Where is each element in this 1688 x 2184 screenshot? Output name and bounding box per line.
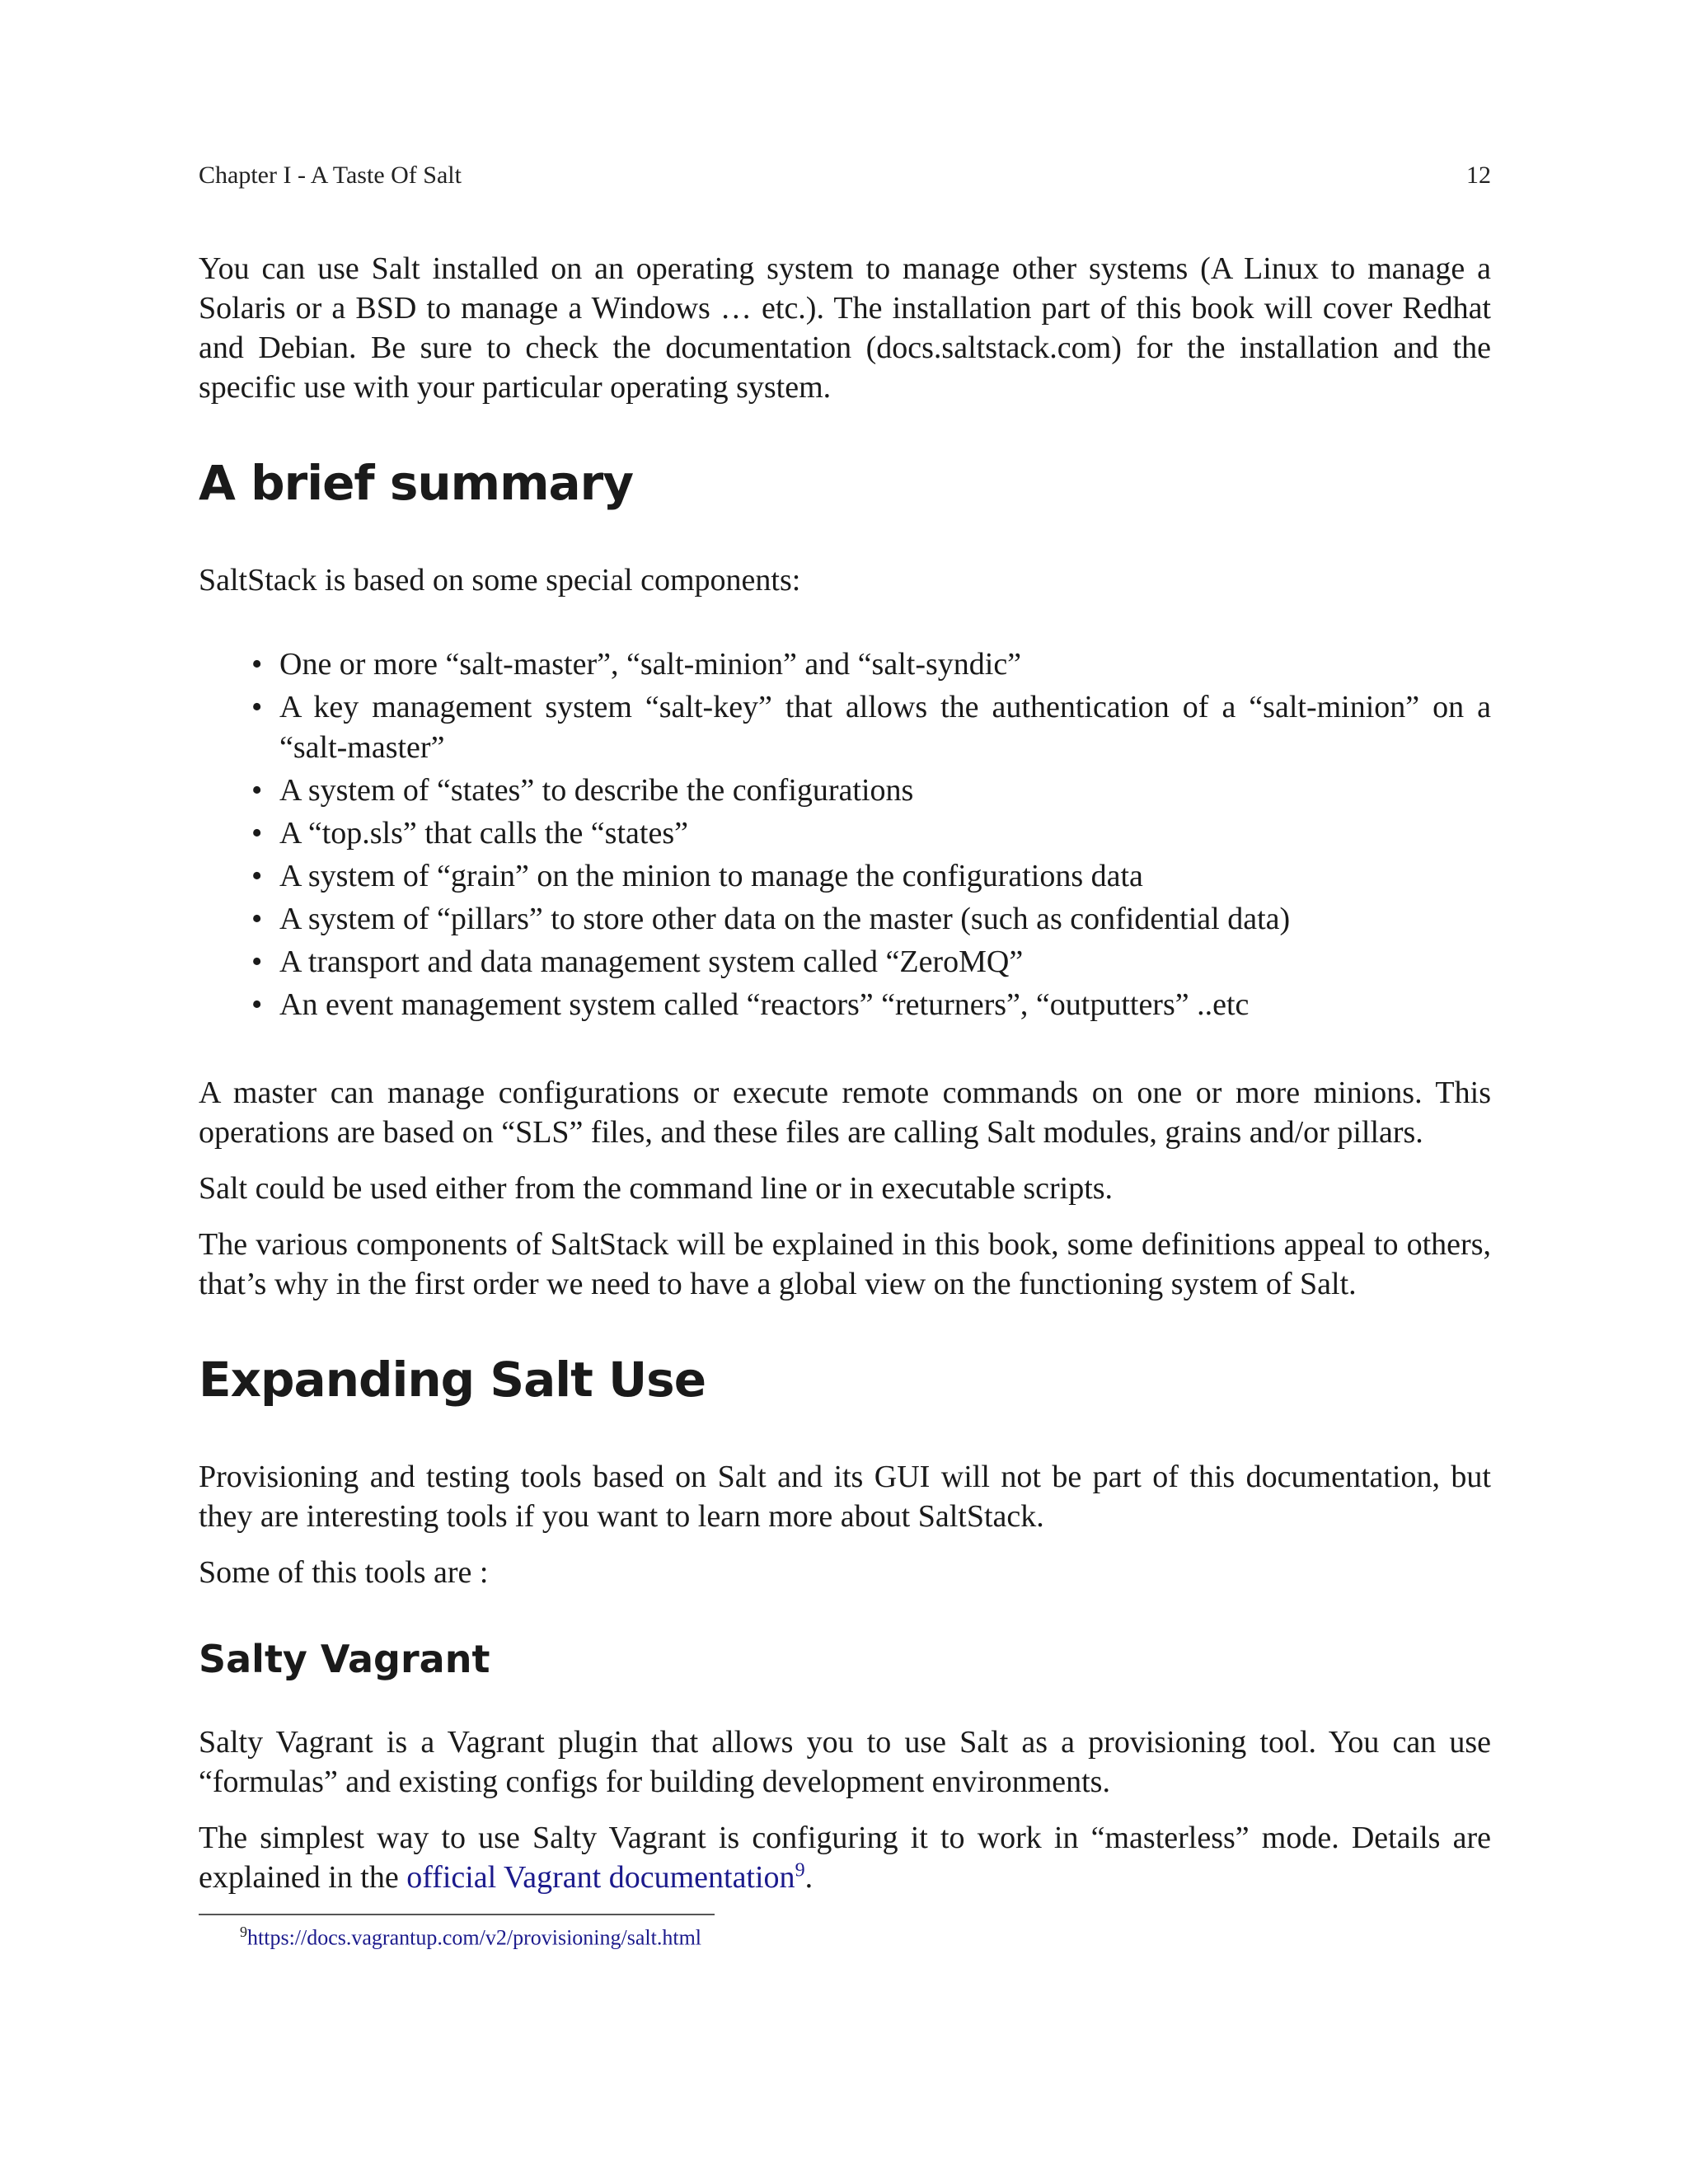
list-item: • A system of “pillars” to store other data on the master (such as confidential data)	[251, 902, 1291, 936]
list-item: • A system of “states” to describe the configurations	[251, 773, 914, 808]
list-item: • One or more “salt-master”, “salt-minion” and “salt-syndic”	[251, 647, 1022, 682]
chapter-title: Chapter I - A Taste Of Salt	[199, 162, 462, 189]
vagrant-paragraph-2: The simplest way to use Salty Vagrant is configuring it to work in “masterless” mode. Details are explained in the official Vagrant documentation$^9$.	[199, 1821, 1491, 1895]
footnote-number: 9	[240, 1924, 247, 1940]
footnote-marker: 9	[795, 1859, 805, 1882]
components-list	[199, 644, 1491, 1028]
list-item: • A transport and data management system called “ZeroMQ”	[251, 944, 1024, 979]
expanding-paragraph-2: Some of this tools are :	[199, 1555, 489, 1590]
footnote	[240, 1924, 701, 1951]
expanding-paragraph-1: Provisioning and testing tools based on Salt and its GUI will not be part of this documentation, but they are interesting tools if you want to learn more about SaltStack.	[199, 1460, 1491, 1534]
summary-heading: A brief summary	[199, 455, 634, 511]
expanding-heading: Expanding Salt Use	[199, 1352, 706, 1408]
summary-lead: SaltStack is based on some special components:	[199, 563, 801, 598]
page-number: 12	[1466, 162, 1491, 189]
list-item: • A “top.sls” that calls the “states”	[251, 816, 688, 851]
footnote-divider	[199, 1914, 715, 1915]
list-item: • A key management system “salt-key” that allows the authentication of a “salt-minion” on a “salt-master”	[251, 690, 1491, 765]
vagrant-docs-link[interactable]: official Vagrant documentation$^9$	[406, 1859, 805, 1895]
vagrant-heading: Salty Vagrant	[199, 1637, 490, 1681]
list-item: • An event management system called “reactors” “returners”, “outputters” ..etc	[251, 987, 1250, 1022]
summary-paragraph-1: A master can manage configurations or execute remote commands on one or more minions. This operations are based on “SLS” files, and these files are calling Salt modules, grains and/or pillars.	[199, 1076, 1491, 1150]
summary-paragraph-3: The various components of SaltStack will be explained in this book, some definitions appeal to others, that’s why in the first order we need to have a global view on the functioning system of Salt.	[199, 1227, 1491, 1301]
list-item: • A system of “grain” on the minion to manage the configurations data	[251, 859, 1143, 893]
summary-paragraph-2: Salt could be used either from the command line or in executable scripts.	[199, 1171, 1114, 1206]
vagrant-paragraph-1: Salty Vagrant is a Vagrant plugin that allows you to use Salt as a provisioning tool. You can use “formulas” and existing configs for building development environments.	[199, 1725, 1491, 1799]
intro-paragraph: You can use Salt installed on an operating system to manage other systems (A Linux to manage a Solaris or a BSD to manage a Windows … etc.). The installation part of this book will cover Redhat and Debian. Be sure to check the documentation (docs.saltstack.com) for the installation and the specific use with your particular operating system.	[199, 251, 1491, 405]
footnote-url-link[interactable]: https://docs.vagrantup.com/v2/provisioning/salt.html	[247, 1925, 702, 1950]
